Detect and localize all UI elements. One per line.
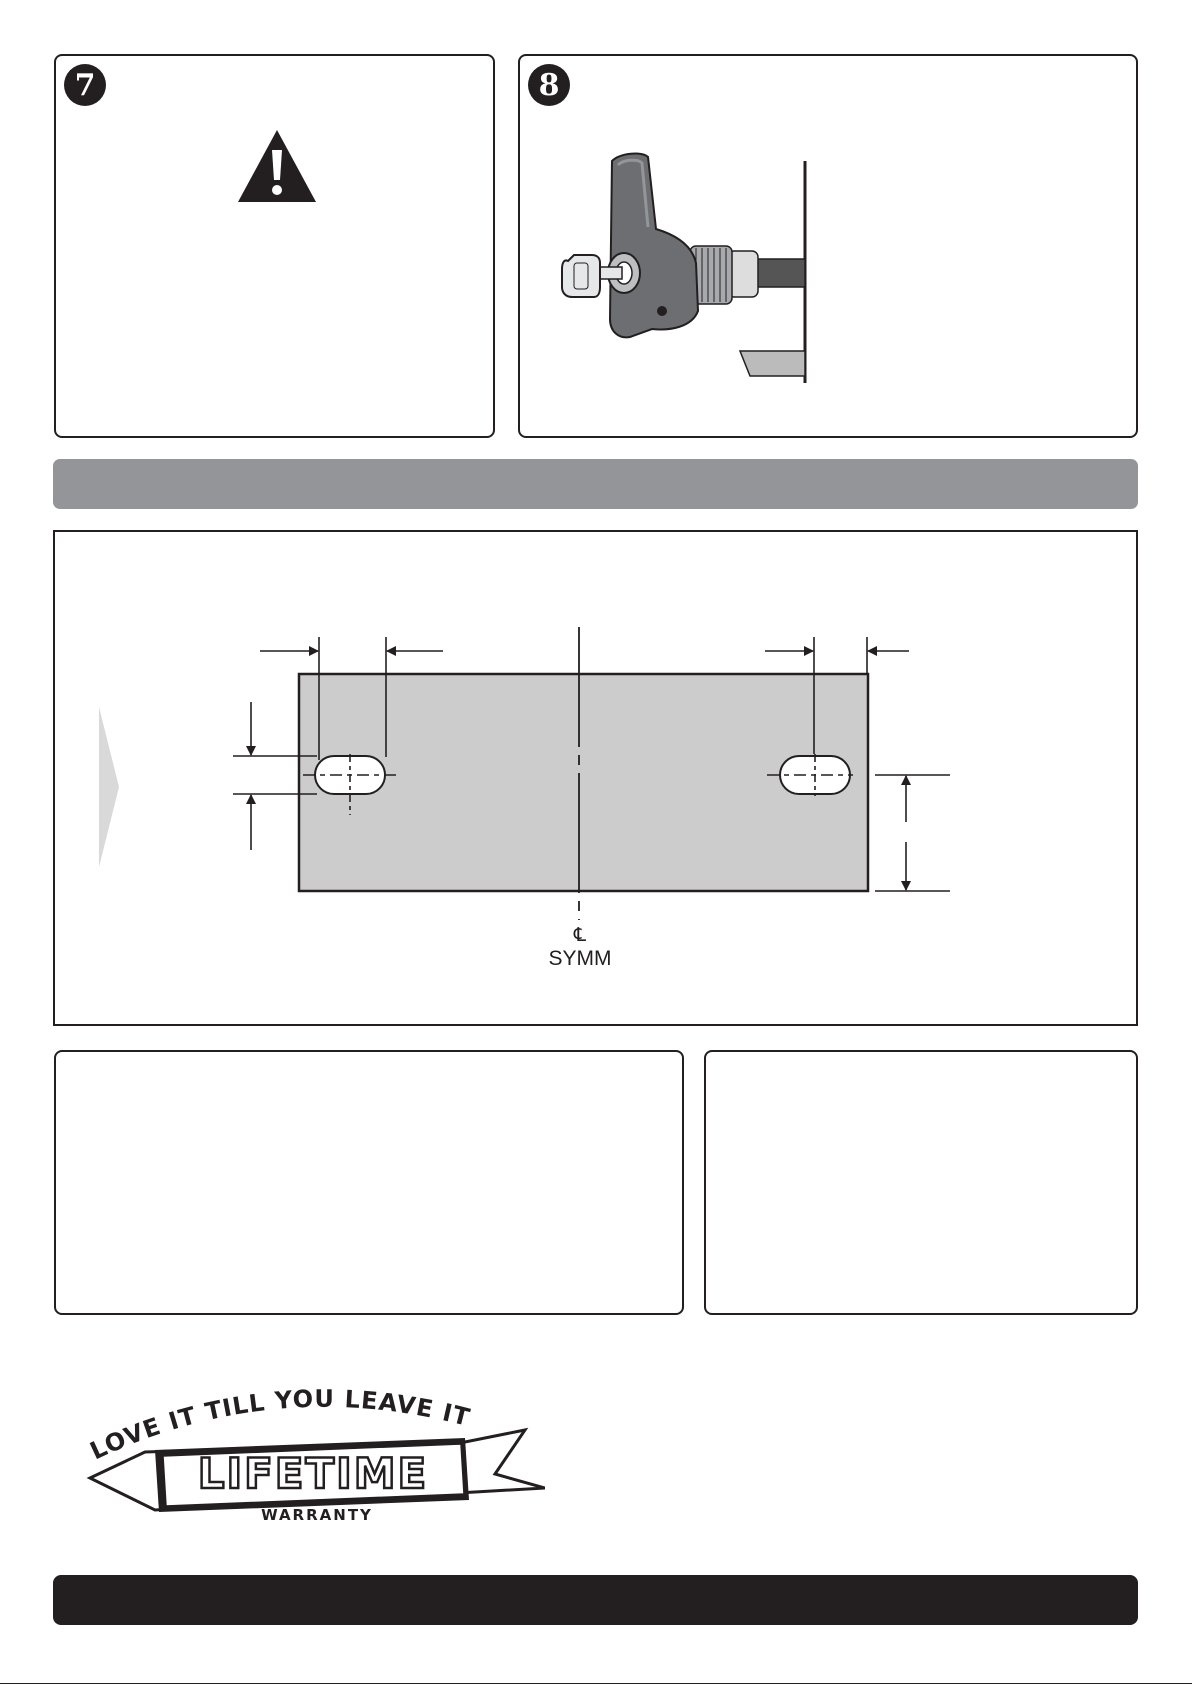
centerline-symbol: ℄ bbox=[573, 925, 587, 946]
logo-sub-text: WARRANTY bbox=[261, 1506, 373, 1524]
locking-knob-illustration bbox=[560, 151, 820, 391]
logo-arc-text: LOVE IT TILL YOU LEAVE IT bbox=[85, 1384, 474, 1466]
step-8-panel bbox=[518, 54, 1138, 438]
page-marker-arrow bbox=[99, 707, 119, 867]
step-8-number: 8 bbox=[538, 67, 560, 103]
page-bottom-rule bbox=[0, 1683, 1192, 1684]
warning-triangle-icon bbox=[236, 128, 318, 204]
footer-bar bbox=[53, 1575, 1138, 1625]
section-header-bar bbox=[53, 459, 1138, 509]
step-8-badge bbox=[528, 64, 570, 106]
lifetime-warranty-logo bbox=[85, 1370, 545, 1530]
centerline-label bbox=[510, 924, 650, 970]
step-7-panel bbox=[54, 54, 495, 438]
info-panel-left bbox=[54, 1050, 684, 1315]
step-7-badge bbox=[64, 64, 106, 106]
step-7-number: 7 bbox=[74, 67, 96, 103]
info-panel-right bbox=[704, 1050, 1138, 1315]
logo-main-text: LIFETIME bbox=[197, 1449, 429, 1498]
symmetry-label: SYMM bbox=[548, 947, 612, 970]
drilling-template-panel bbox=[53, 530, 1138, 1026]
